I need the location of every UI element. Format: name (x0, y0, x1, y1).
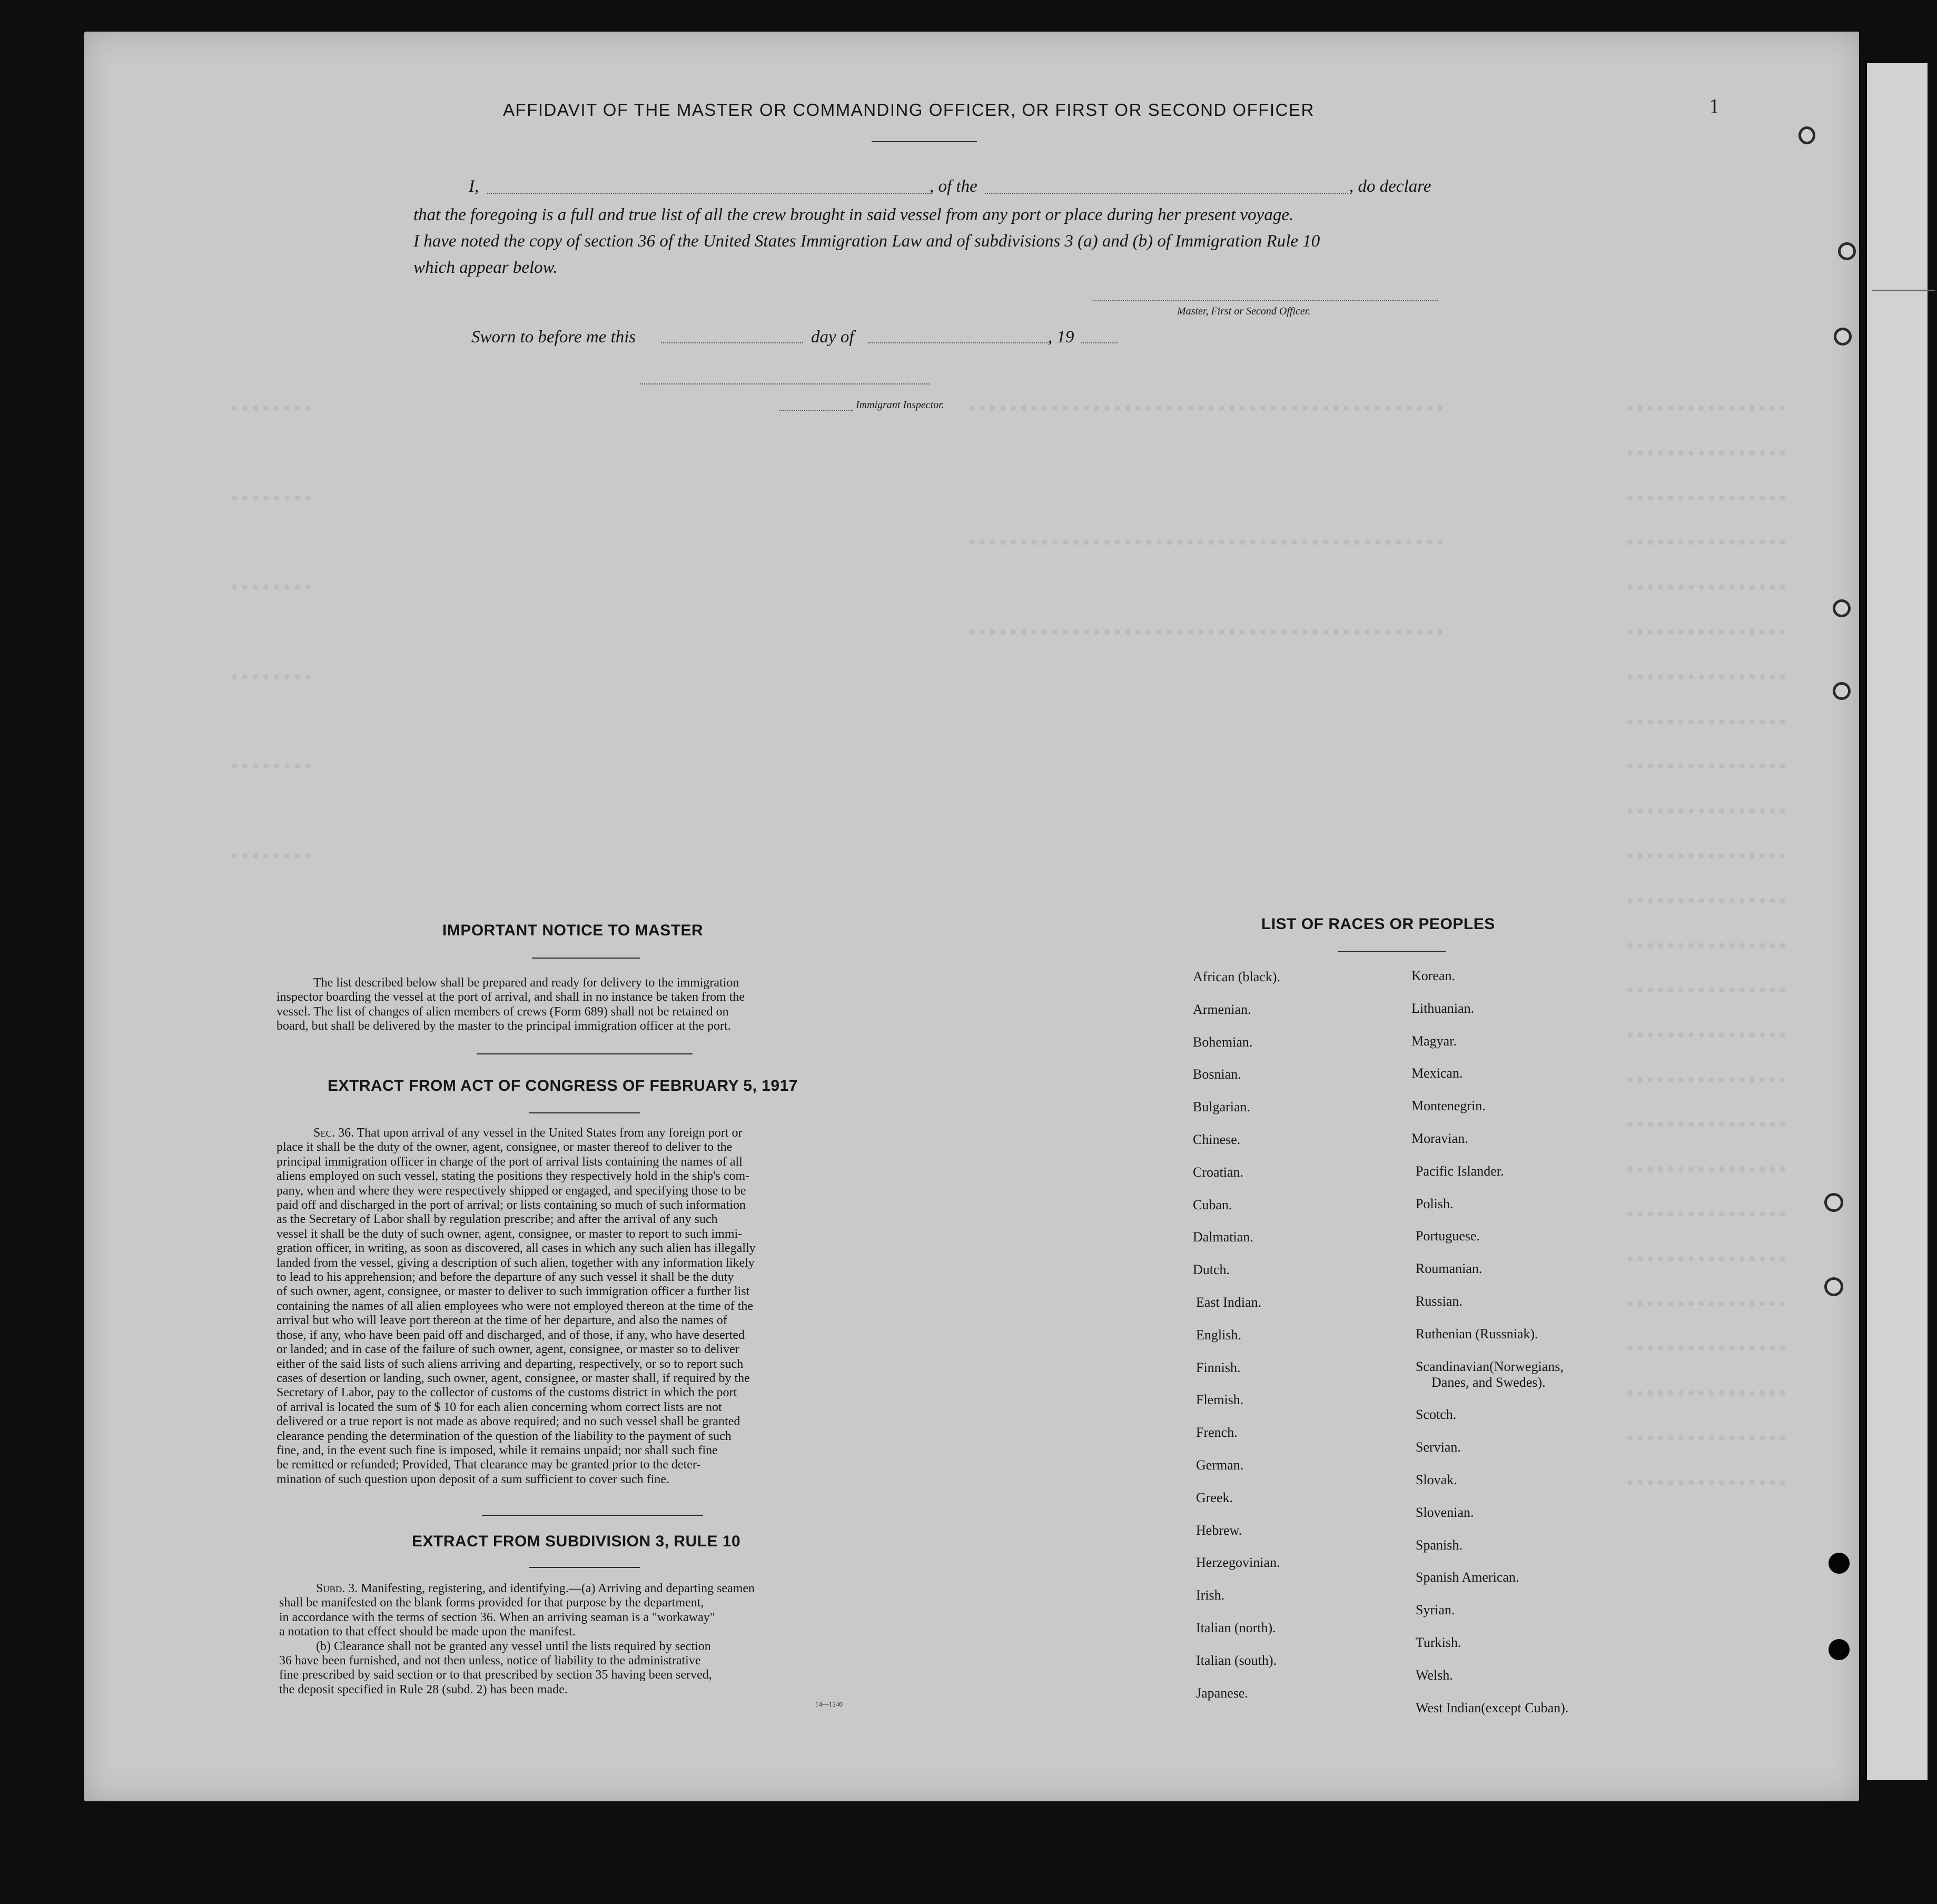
rule-line: (b) Clearance shall not be granted any vessel until the lists required by section (316, 1639, 711, 1653)
sworn-label: Sworn to before me this (471, 328, 636, 347)
race-item: Korean. (1411, 968, 1456, 983)
act-line: as the Secretary of Labor shall by regulation prescribe; and after the arrival of any such (276, 1212, 718, 1227)
act-line: of arrival is located the sum of $ 10 for each alien concerning whom correct lists are not (276, 1400, 722, 1414)
race-item: Dutch. (1193, 1262, 1230, 1278)
inspector-signature-field[interactable] (640, 383, 930, 384)
act-line: Secretary of Labor, pay to the collector of customs of the customs district in which the port (276, 1386, 737, 1400)
sworn-month-field[interactable] (868, 342, 1050, 343)
race-item: African (black). (1193, 969, 1281, 984)
act-line: mination of such question upon deposit of a sum sufficient to cover such fine. (276, 1472, 670, 1486)
act-line: those, if any, who have been paid off and discharged, and of those, if any, who have deserted (276, 1328, 745, 1342)
officer-name-field[interactable] (487, 193, 930, 194)
act-line: fine, and, in the event such fine is imposed, while it remains unpaid; nor shall such fine (276, 1443, 718, 1457)
day-of-label: day of (811, 328, 854, 347)
race-item: Bohemian. (1193, 1034, 1253, 1050)
act-line: of such owner, agent, consignee, or master to deliver to such immigration officer a further list (276, 1285, 750, 1299)
binder-hole (1833, 682, 1851, 700)
affidavit-of-the-label: , of the (930, 177, 977, 196)
race-item: Portuguese. (1416, 1228, 1480, 1244)
affidavit-line-4: which appear below. (413, 258, 558, 277)
notice-line: board, but shall be delivered by the master to the principal immigration officer at the port. (276, 1019, 731, 1033)
race-item: French. (1196, 1425, 1238, 1441)
underlying-sheet (1867, 63, 1928, 1780)
race-item: Cuban. (1193, 1197, 1232, 1212)
rule-extract-paragraph (279, 1582, 906, 1697)
act-line: 36. That upon arrival of any vessel in the United States from any foreign port or (335, 1126, 743, 1140)
race-item: Pacific Islander. (1416, 1163, 1504, 1179)
race-item: Magyar. (1411, 1033, 1457, 1049)
act-line: place it shall be the duty of the owner, agent, consignee, or master thereof to deliver to the (276, 1140, 733, 1155)
rule-line: the deposit specified in Rule 28 (subd. 2) has been made. (279, 1682, 568, 1696)
binder-hole (1798, 126, 1815, 144)
act-line: be remitted or refunded; Provided, That clearance may be granted prior to the deter- (276, 1458, 701, 1472)
vessel-name-field[interactable] (985, 193, 1348, 194)
rule-extract-underline (529, 1567, 640, 1568)
race-item: Montenegrin. (1411, 1098, 1486, 1114)
race-item: Welsh. (1416, 1667, 1453, 1683)
race-item: Lithuanian. (1411, 1000, 1475, 1016)
race-item: German. (1196, 1457, 1244, 1473)
affidavit-title: AFFIDAVIT OF THE MASTER OR COMMANDING OFFICER, OR FIRST OR SECOND OFFICER (503, 100, 1315, 120)
race-item: Mexican. (1411, 1066, 1463, 1081)
race-item: East Indian. (1196, 1295, 1262, 1310)
race-item: Croatian. (1193, 1164, 1244, 1180)
inspector-label: Immigrant Inspector. (856, 399, 944, 411)
affidavit-line-2: that the foregoing is a full and true list of all the crew brought in said vessel from any port or place during her present voyage. (413, 205, 1294, 224)
race-item: Greek. (1196, 1489, 1233, 1505)
race-item: Slovak. (1416, 1472, 1457, 1487)
notice-paragraph (276, 976, 898, 1034)
sworn-day-field[interactable] (661, 342, 803, 343)
race-item: Bosnian. (1193, 1067, 1241, 1082)
act-extract-paragraph (276, 1126, 901, 1487)
race-item: Armenian. (1193, 1001, 1251, 1017)
act-line: paid off and discharged in the port of arrival; or lists containing so much of such information (276, 1198, 746, 1212)
binder-hole (1834, 328, 1852, 346)
binder-hole (1829, 1639, 1850, 1660)
act-line: principal immigration officer in charge of the port of arrival lists containing the names of all (276, 1155, 743, 1169)
race-item: Spanish. (1416, 1537, 1462, 1553)
binder-hole (1838, 242, 1856, 260)
race-item: Syrian. (1416, 1602, 1455, 1618)
notice-line: vessel. The list of changes of alien members of crews (Form 689) shall not be retained on (276, 1004, 729, 1019)
title-underline (872, 141, 977, 142)
binder-hole (1833, 599, 1851, 617)
notice-line: inspector boarding the vessel at the port of arrival, and shall in no instance be taken from the (276, 990, 745, 1004)
race-item: Dalmatian. (1193, 1229, 1253, 1245)
act-line: containing the names of all alien employees who were not employed thereon at the time of the (276, 1299, 754, 1313)
race-item: Japanese. (1196, 1685, 1248, 1701)
race-item: Danes, and Swedes). (1431, 1374, 1546, 1390)
race-item: Roumanian. (1416, 1261, 1483, 1277)
race-item: West Indian(except Cuban). (1416, 1700, 1569, 1715)
race-item: Italian (south). (1196, 1652, 1277, 1668)
rule-line-first (279, 1582, 906, 1596)
master-signature-label: Master, First or Second Officer. (1177, 305, 1311, 317)
notice-underline (532, 958, 640, 959)
race-item: Spanish American. (1416, 1570, 1519, 1585)
race-item: Irish. (1196, 1587, 1225, 1603)
race-item: English. (1196, 1327, 1241, 1343)
act-line: cases of desertion or landing, such owner, agent, consignee, or master shall, if required by the (276, 1371, 750, 1385)
rule-line: 36 have been furnished, and not then unless, notice of liability to the administrative (279, 1654, 701, 1668)
race-item: Chinese. (1193, 1132, 1241, 1147)
act-line-first (276, 1126, 901, 1140)
act-line: gration officer, in writing, as soon as discovered, all cases in which any such alien has illegally (276, 1241, 756, 1256)
subdivision-label: Subd. (316, 1582, 345, 1595)
rule-line: shall be manifested on the blank forms provided for that purpose by the department, (279, 1596, 704, 1610)
race-item: Servian. (1416, 1439, 1461, 1455)
rule-line: in accordance with the terms of section 36. When an arriving seaman is a "workaway" (279, 1610, 715, 1624)
races-heading: LIST OF RACES OR PEOPLES (1261, 915, 1495, 933)
act-line: either of the said lists of such aliens arriving and departing, respectively, or so to report such (276, 1357, 744, 1371)
race-item: Ruthenian (Russniak). (1416, 1326, 1538, 1341)
inspector-signature-lead (779, 410, 853, 411)
section-label: Sec. (313, 1126, 335, 1140)
race-item: Hebrew. (1196, 1522, 1242, 1538)
act-line: clearance pending the determination of the question of the liability to the payment of such (276, 1429, 732, 1443)
binder-hole (1829, 1553, 1850, 1574)
act-line: to lead to his apprehension; and before the departure of any such vessel it shall be the duty (276, 1270, 734, 1285)
race-item: Russian. (1416, 1294, 1462, 1309)
act-line: landed from the vessel, giving a description of such alien, together with any information likely (276, 1256, 755, 1270)
race-item: Scandinavian(Norwegians, (1416, 1358, 1564, 1374)
section-divider (482, 1515, 703, 1516)
race-item: Moravian. (1411, 1131, 1468, 1146)
underlying-sheet-edge (1872, 290, 1935, 291)
binder-hole (1824, 1193, 1843, 1212)
race-item: Polish. (1416, 1196, 1454, 1211)
notice-line: The list described below shall be prepared and ready for delivery to the immigration (313, 976, 739, 990)
race-item: Scotch. (1416, 1407, 1457, 1423)
master-signature-field[interactable] (1093, 300, 1438, 301)
rule-line: a notation to that effect should be made upon the manifest. (279, 1625, 576, 1639)
race-item: Herzegovinian. (1196, 1555, 1280, 1571)
sworn-year-field[interactable] (1081, 342, 1118, 343)
act-line: delivered or a true report is not made as above required; and no such vessel shall be granted (276, 1415, 740, 1429)
year-label: , 19 (1048, 328, 1074, 347)
bleed-through-text (232, 406, 1812, 1722)
race-item: Finnish. (1196, 1359, 1241, 1375)
act-extract-underline (529, 1112, 640, 1113)
section-divider (477, 1053, 693, 1054)
act-extract-heading: EXTRACT FROM ACT OF CONGRESS OF FEBRUARY 5, 1917 (328, 1077, 798, 1094)
affidavit-do-declare-label: , do declare (1349, 177, 1431, 196)
race-item: Flemish. (1196, 1392, 1244, 1408)
page-corner-number: 1 (1709, 94, 1719, 118)
races-underline (1338, 951, 1446, 952)
race-item: Bulgarian. (1193, 1099, 1251, 1115)
form-number: 14—1240 (815, 1700, 843, 1708)
race-item: Turkish. (1416, 1635, 1461, 1650)
rule-extract-heading: EXTRACT FROM SUBDIVISION 3, RULE 10 (412, 1533, 741, 1550)
binder-hole (1824, 1277, 1843, 1296)
act-line: arrival but who will leave port thereon at the time of her departure, and also the names of (276, 1314, 727, 1328)
act-line: vessel it shall be the duty of such owner, agent, consignee, or master to report to such immi- (276, 1227, 743, 1241)
rule-line: 3. Manifesting, registering, and identifying.—(a) Arriving and departing seamen (345, 1582, 755, 1595)
act-line: or landed; and in case of the failure of such owner, agent, consignee, or master so to deliver (276, 1343, 739, 1357)
rule-line: fine prescribed by said section or to that prescribed by section 35 having been served, (279, 1668, 712, 1682)
notice-heading: IMPORTANT NOTICE TO MASTER (442, 922, 704, 939)
act-line: aliens employed on such vessel, stating the positions they respectively hold in the ship's com- (276, 1169, 750, 1183)
act-line: pany, when and where they were respectively shipped or engaged, and specifying those to be (276, 1183, 746, 1198)
affidavit-line-3: I have noted the copy of section 36 of the United States Immigration Law and of subdivisions 3 (a) and (b) of Immigration Rule 10 (413, 232, 1320, 251)
race-item: Slovenian. (1416, 1504, 1474, 1520)
race-item: Italian (north). (1196, 1620, 1276, 1635)
affidavit-i-label: I, (469, 177, 479, 196)
